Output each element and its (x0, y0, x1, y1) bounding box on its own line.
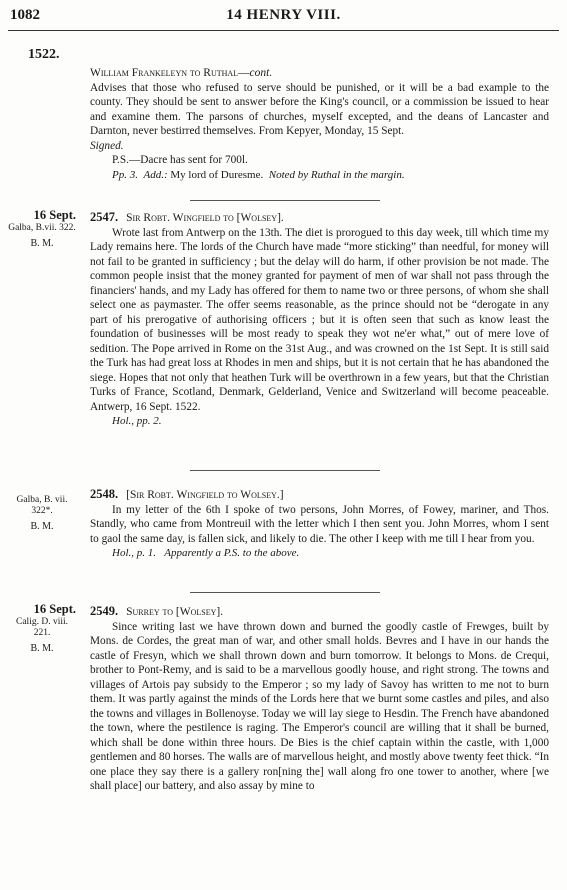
note-add-label: Add.: (143, 168, 168, 181)
page-header (0, 0, 567, 30)
entry-text: Wrote last from Antwerp on the 13th. The diet is prorogued to this day week, till which time my Lady remains here. The lords of the Church have made “more sticking” than needful, for money will not fail to be granted in sufficiency ; but the delay will do harm, if other provision be not made. The common people insist that the money granted for payment of men of war shall not pass through the financiers' hands, and my Lady has offered for them to name two or three persons, of whom she shall select one as paymaster. The offer seems reasonable, as the prince should not be “derogate in any part of his prerogative of authorising officers ; but it is often seen that such as know least the foundation of businesses will be most ready to speak they wot ne'er what,” out of mere love of sedition. The Pope arrived in Rome on the 31st Aug., and was crowned on the 1st Sept. It is still said the Turk has had great loss at Rhodes in men and ships, but it is not certain that he has abandoned the siege. Hopes that not only that heathen Turk will be overthrown in a few years, but that the Christian Turks of France, Scotland, Denmark, Gelderland, Venice and Switzerland will become peaceable. Antwerp, 16 Sept. 1522. (90, 226, 549, 413)
entry-2547 (90, 210, 549, 429)
separator-rule (190, 592, 380, 593)
note-ruthal: Noted by Ruthal in the margin. (268, 168, 405, 181)
repository-mark: B. M. (30, 643, 54, 654)
entry-title-text: William Frankeleyn to Ruthal— (90, 67, 250, 79)
running-head: 14 HENRY VIII. (226, 7, 341, 23)
signed-note: Signed. (90, 139, 124, 152)
entry-date: 16 Sept. (33, 602, 76, 616)
note-hol: Hol., p. 1. (112, 547, 156, 559)
separator-rule (190, 470, 380, 471)
repository-mark: B. M. (30, 238, 54, 249)
entry-title-text: Sir Robt. Wingfield to [Wolsey]. (126, 212, 284, 224)
header-rule (8, 30, 559, 31)
margin-2548 (8, 495, 76, 532)
entry-title (90, 604, 549, 620)
manuscript-reference: Galba, B.vii. 322. (8, 223, 76, 233)
entry-number: 2549. (90, 604, 119, 618)
manuscript-reference: Galba, B. vii. 322*. (16, 495, 68, 516)
page-number: 1082 (10, 7, 40, 23)
entry-title-cont: cont. (249, 67, 273, 79)
entry-2549 (90, 604, 549, 794)
margin-2549 (8, 602, 76, 654)
note-add: My lord of Duresme. (167, 168, 264, 181)
document-note: Hol., pp. 2. (112, 415, 162, 427)
entry-title-text: Surrey to [Wolsey]. (126, 606, 224, 618)
year-heading: 1522. (28, 47, 60, 62)
postscript: P.S.—Dacre has sent for 700l. (112, 154, 248, 166)
separator-rule (190, 200, 380, 201)
entry-text: Advises that those who refused to serve should be punished, or it will be a bad example to the county. They should be sent to answer before the King's council, or a commission be issued to hear and examine them. The parsons of churches, myself excepted, and the deans of Lancaster and Darnton, never bestirred themselves. From Kepyer, Monday, 15 Sept. (90, 81, 549, 137)
entry-2548 (90, 487, 549, 561)
entry-date: 16 Sept. (33, 208, 76, 222)
entry-text: In my letter of the 6th I spoke of two persons, John Morres, of Fowey, mariner, and Thos. Standly, who came from Montreuil with the letter which I then sent you. John Morres, whom I sent to gaol the same day, is fallen sick, and likely to die. The other I keep with me till I hear from you. (90, 503, 549, 545)
document-note (90, 546, 549, 561)
entry-title-text: [Sir Robt. Wingfield to Wolsey.] (126, 489, 284, 501)
entry-title (90, 210, 549, 226)
manuscript-reference: Calig. D. viii. 221. (16, 617, 68, 638)
document-note (90, 168, 549, 183)
entry-number: 2547. (90, 210, 119, 224)
entry-frankeleyn (90, 66, 549, 182)
entry-text: Since writing last we have thrown down and burned the goodly castle of Frewges, built by Mons. de Cordes, the great man of war, and other small holds. Bevres and I have in our hands the castle of Fresyn, which we shall thrown down and burn tomorrow. It belongs to Mons. de Crequi, brother to Pont-Remy, and is said to be a marvellous goodly house, and right strong. The towns and villages of Artois pay subsidy to the Emperor ; so my lady of Savoy has written to me not to burn them. It was partly against the minds of the Lords here that we burnt some castles and piles, and also the towns and villages in Bollenoyse. Today we will lay siege to Hesdin. The French have abandoned the town, where the pestilence is raging. The Emperor's council are willing that it shall be burned, which shall be done within three hours. De Bies is the chief captain within the castle, with 1,000 gentlemen and 80 horses. The walls are of marvellous height, and mostly above twenty feet thick. “In one place they say there is a gallery ron[ning the] wall along fro one tower to another, where [we shall place] our battery, and also assay by mine to (90, 620, 549, 792)
entry-title (90, 487, 549, 503)
margin-2547 (8, 208, 76, 249)
entry-title (90, 66, 549, 81)
entry-number: 2548. (90, 487, 119, 501)
note-pp: Pp. 3. (112, 168, 138, 181)
note-rest: Apparently a P.S. to the above. (164, 547, 300, 559)
repository-mark: B. M. (30, 521, 54, 532)
